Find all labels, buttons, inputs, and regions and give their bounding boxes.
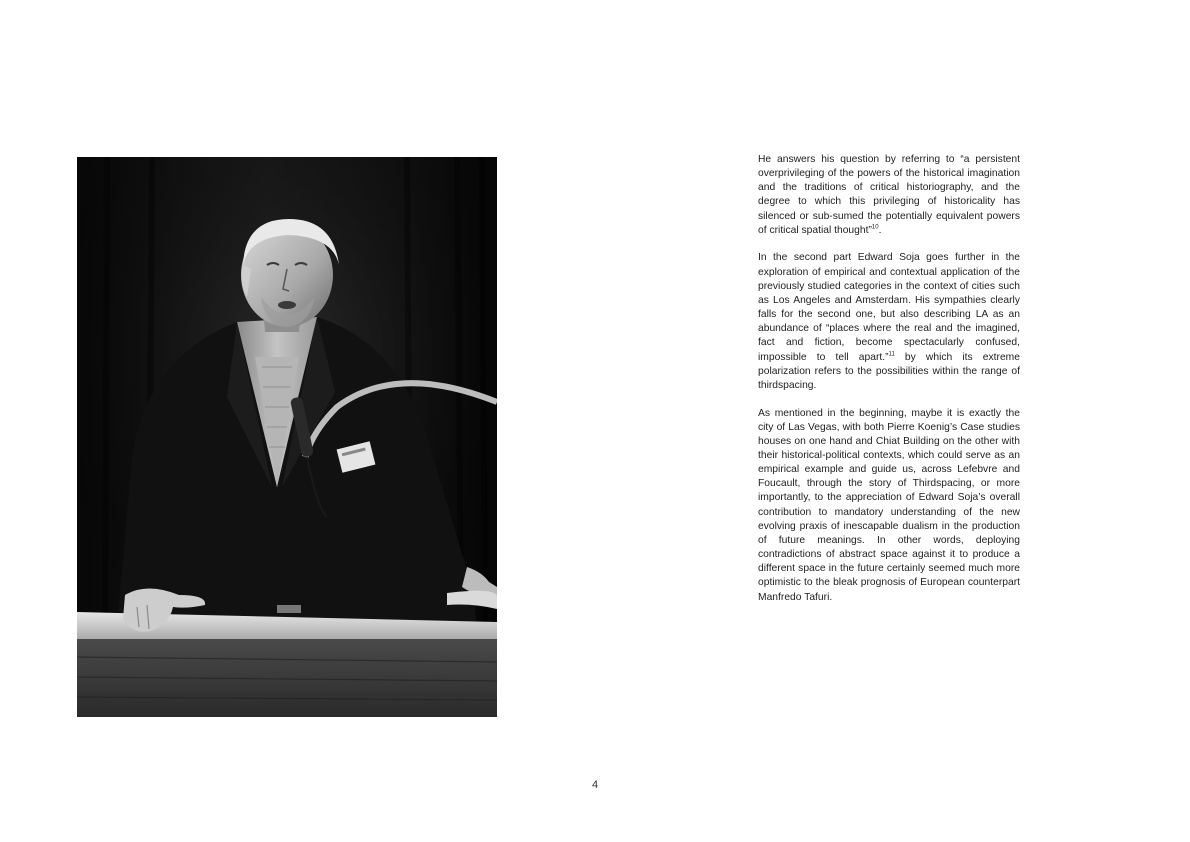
paragraph-1: He answers his question by referring to “a persistent overprivileging of the powers of the historical imagination and the traditions of critical historiography, and the degree to which this privileging of historicality has silenced or sub-sumed the potentially equivalent powers of critical spatial thought”$^{10}$. bbox=[758, 154, 1020, 236]
paragraph-3: As mentioned in the beginning, maybe it is exactly the city of Las Vegas, with both Pierre Koenig’s Case studies houses on one hand and Chiat Building on the other with their historical-political contexts, which could serve as an empirical example and guide us, across Lefebvre and Foucault, through the story of Thirdspacing, or more importantly, to the appreciation of Edward Soja’s overall contribution to mandatory understanding of the new evolving praxis of inescapable dualism in the production of future meanings. In other words, deploying contradictions of abstract space against it to produce a different space in the future certainly seemed much more optimistic to the bleak prognosis of European counterpart Manfredo Tafuri. bbox=[758, 407, 1020, 603]
footnote-ref-11: 11 bbox=[888, 351, 895, 358]
body-text-column bbox=[758, 153, 1020, 618]
speaker-photo-illustration bbox=[77, 157, 497, 717]
page-number: 4 bbox=[591, 779, 599, 791]
footnote-ref-10: 10 bbox=[871, 224, 879, 231]
speaker-photo bbox=[77, 157, 497, 717]
paragraph-2: In the second part Edward Soja goes further in the exploration of empirical and contextual application of the previously studied categories in the context of cities such as Los Angeles and Amsterdam. His sympathies clearly falls for the second one, but also describing LA as an abundance of “places where the real and the imagined, fact and fiction, become spectacularly confused, impossible to tell apart.”$^{11}$ by which its extreme polarization refers to the possibilities within the range of thirdspacing. bbox=[758, 252, 1020, 391]
